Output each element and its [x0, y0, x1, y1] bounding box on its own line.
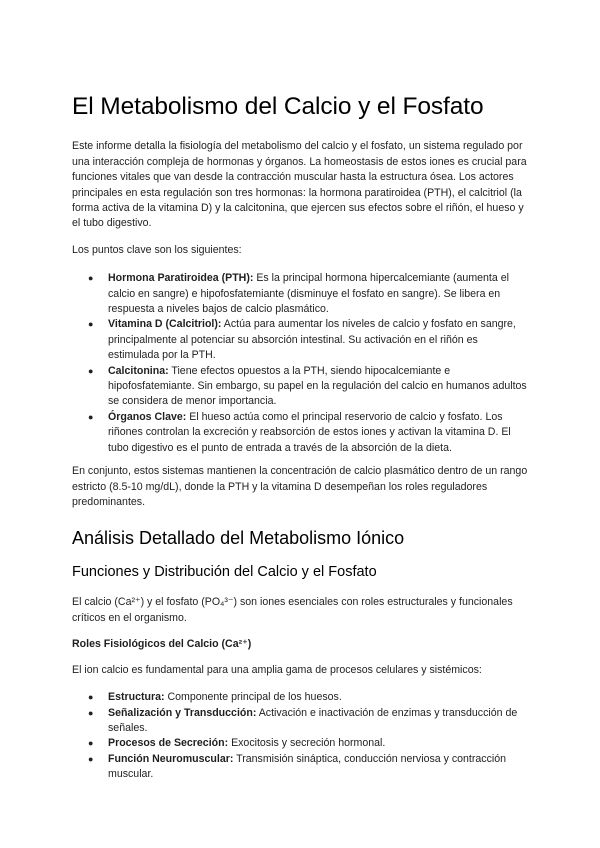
subsection-paragraph: El calcio (Ca²⁺) y el fosfato (PO₄³⁻) son iones esenciales con roles estructurales y funcionales críticos en el organismo.: [72, 596, 513, 624]
list-item-text: Es la principal hormona hipercalcemiante (aumenta el calcio en sangre) e hipofosfatemiante (disminuye el fosfato en sangre). Se libera en respuesta a niveles bajos de calcio plasmático.: [108, 272, 509, 316]
list-item-text: Exocitosis y secreción hormonal.: [228, 737, 386, 750]
list-item-term: Vitamina D (Calcitriol):: [108, 318, 222, 331]
list-item-text: Componente principal de los huesos.: [164, 691, 342, 704]
list-item: [72, 364, 528, 410]
list-item-term: Estructura:: [108, 691, 165, 704]
list-item-term: Calcitonina:: [108, 364, 169, 377]
bullet-icon: ●: [88, 411, 94, 422]
list-item-text: Tiene efectos opuestos a la PTH, siendo hipocalcemiante e hipofosfatemiante. Sin embargo, su papel en la regulación del calcio en humanos adultos se considera de menor importancia.: [108, 364, 527, 408]
list-item: [72, 736, 528, 751]
list-item-term: Procesos de Secreción:: [108, 737, 229, 750]
bullet-icon: ●: [88, 738, 94, 749]
bullet-icon: ●: [88, 753, 94, 764]
roles-intro: El ion calcio es fundamental para una amplia gama de procesos celulares y sistémicos:: [72, 663, 482, 676]
key-points-intro: Los puntos clave son los siguientes:: [72, 243, 242, 256]
list-item-text: El hueso actúa como el principal reservorio de calcio y fosfato. Los riñones controlan la excreción y reabsorción de estos iones y activan la vitamina D. El tubo digestivo es el punto de entrada a través de la absorción de la dieta.: [108, 410, 511, 454]
list-item-text: Transmisión sináptica, conducción nerviosa y contracción muscular.: [108, 752, 507, 781]
subsection-heading: Funciones y Distribución del Calcio y el Fosfato: [72, 563, 377, 580]
intro-paragraph: Este informe detalla la fisiología del metabolismo del calcio y el fosfato, un sistema regulado por una interacción compleja de hormonas y órganos. La homeostasis de estos iones es crucial para funciones vitales que van desde la contracción muscular hasta la estructura ósea. Los actores principales en esta regulación son tres hormonas: la hormona paratiroidea (PTH), el calcitriol (la forma activa de la vitamina D) y la calcitonina, que ejercen sus efectos sobre el riñón, el hueso y el tubo digestivo.: [72, 140, 527, 230]
list-item-term: Hormona Paratiroidea (PTH):: [108, 272, 254, 285]
list-item: [72, 271, 528, 317]
key-points-list: [72, 271, 528, 456]
list-item-text: Activación e inactivación de enzimas y transducción de señales.: [108, 706, 518, 735]
list-item: [72, 752, 528, 783]
list-item: [72, 706, 528, 737]
bullet-icon: ●: [88, 273, 94, 284]
page-title: El Metabolismo del Calcio y el Fosfato: [72, 93, 484, 120]
bullet-icon: ●: [88, 692, 94, 703]
section-heading: Análisis Detallado del Metabolismo Iónico: [72, 528, 405, 549]
list-item-term: Órganos Clave:: [108, 410, 187, 423]
conclusion-paragraph: En conjunto, estos sistemas mantienen la concentración de calcio plasmático dentro de un rango estricto (8.5-10 mg/dL), donde la PTH y la vitamina D desempeñan los roles reguladores predominantes.: [72, 465, 528, 508]
list-item-term: Función Neuromuscular:: [108, 752, 234, 765]
bullet-icon: ●: [88, 707, 94, 718]
bullet-icon: ●: [88, 365, 94, 376]
list-item: [72, 317, 528, 363]
list-item-term: Señalización y Transducción:: [108, 706, 257, 719]
bullet-icon: ●: [88, 319, 94, 330]
list-item: [72, 690, 528, 705]
list-item-text: Actúa para aumentar los niveles de calcio y fosfato en sangre, principalmente al potenciar su absorción intestinal. Su activación en el riñón es estimulada por la PTH.: [108, 318, 516, 362]
roles-list: [72, 690, 528, 782]
document-content: [72, 92, 528, 791]
roles-heading: Roles Fisiológicos del Calcio (Ca²⁺): [72, 638, 252, 651]
list-item: [72, 410, 528, 456]
